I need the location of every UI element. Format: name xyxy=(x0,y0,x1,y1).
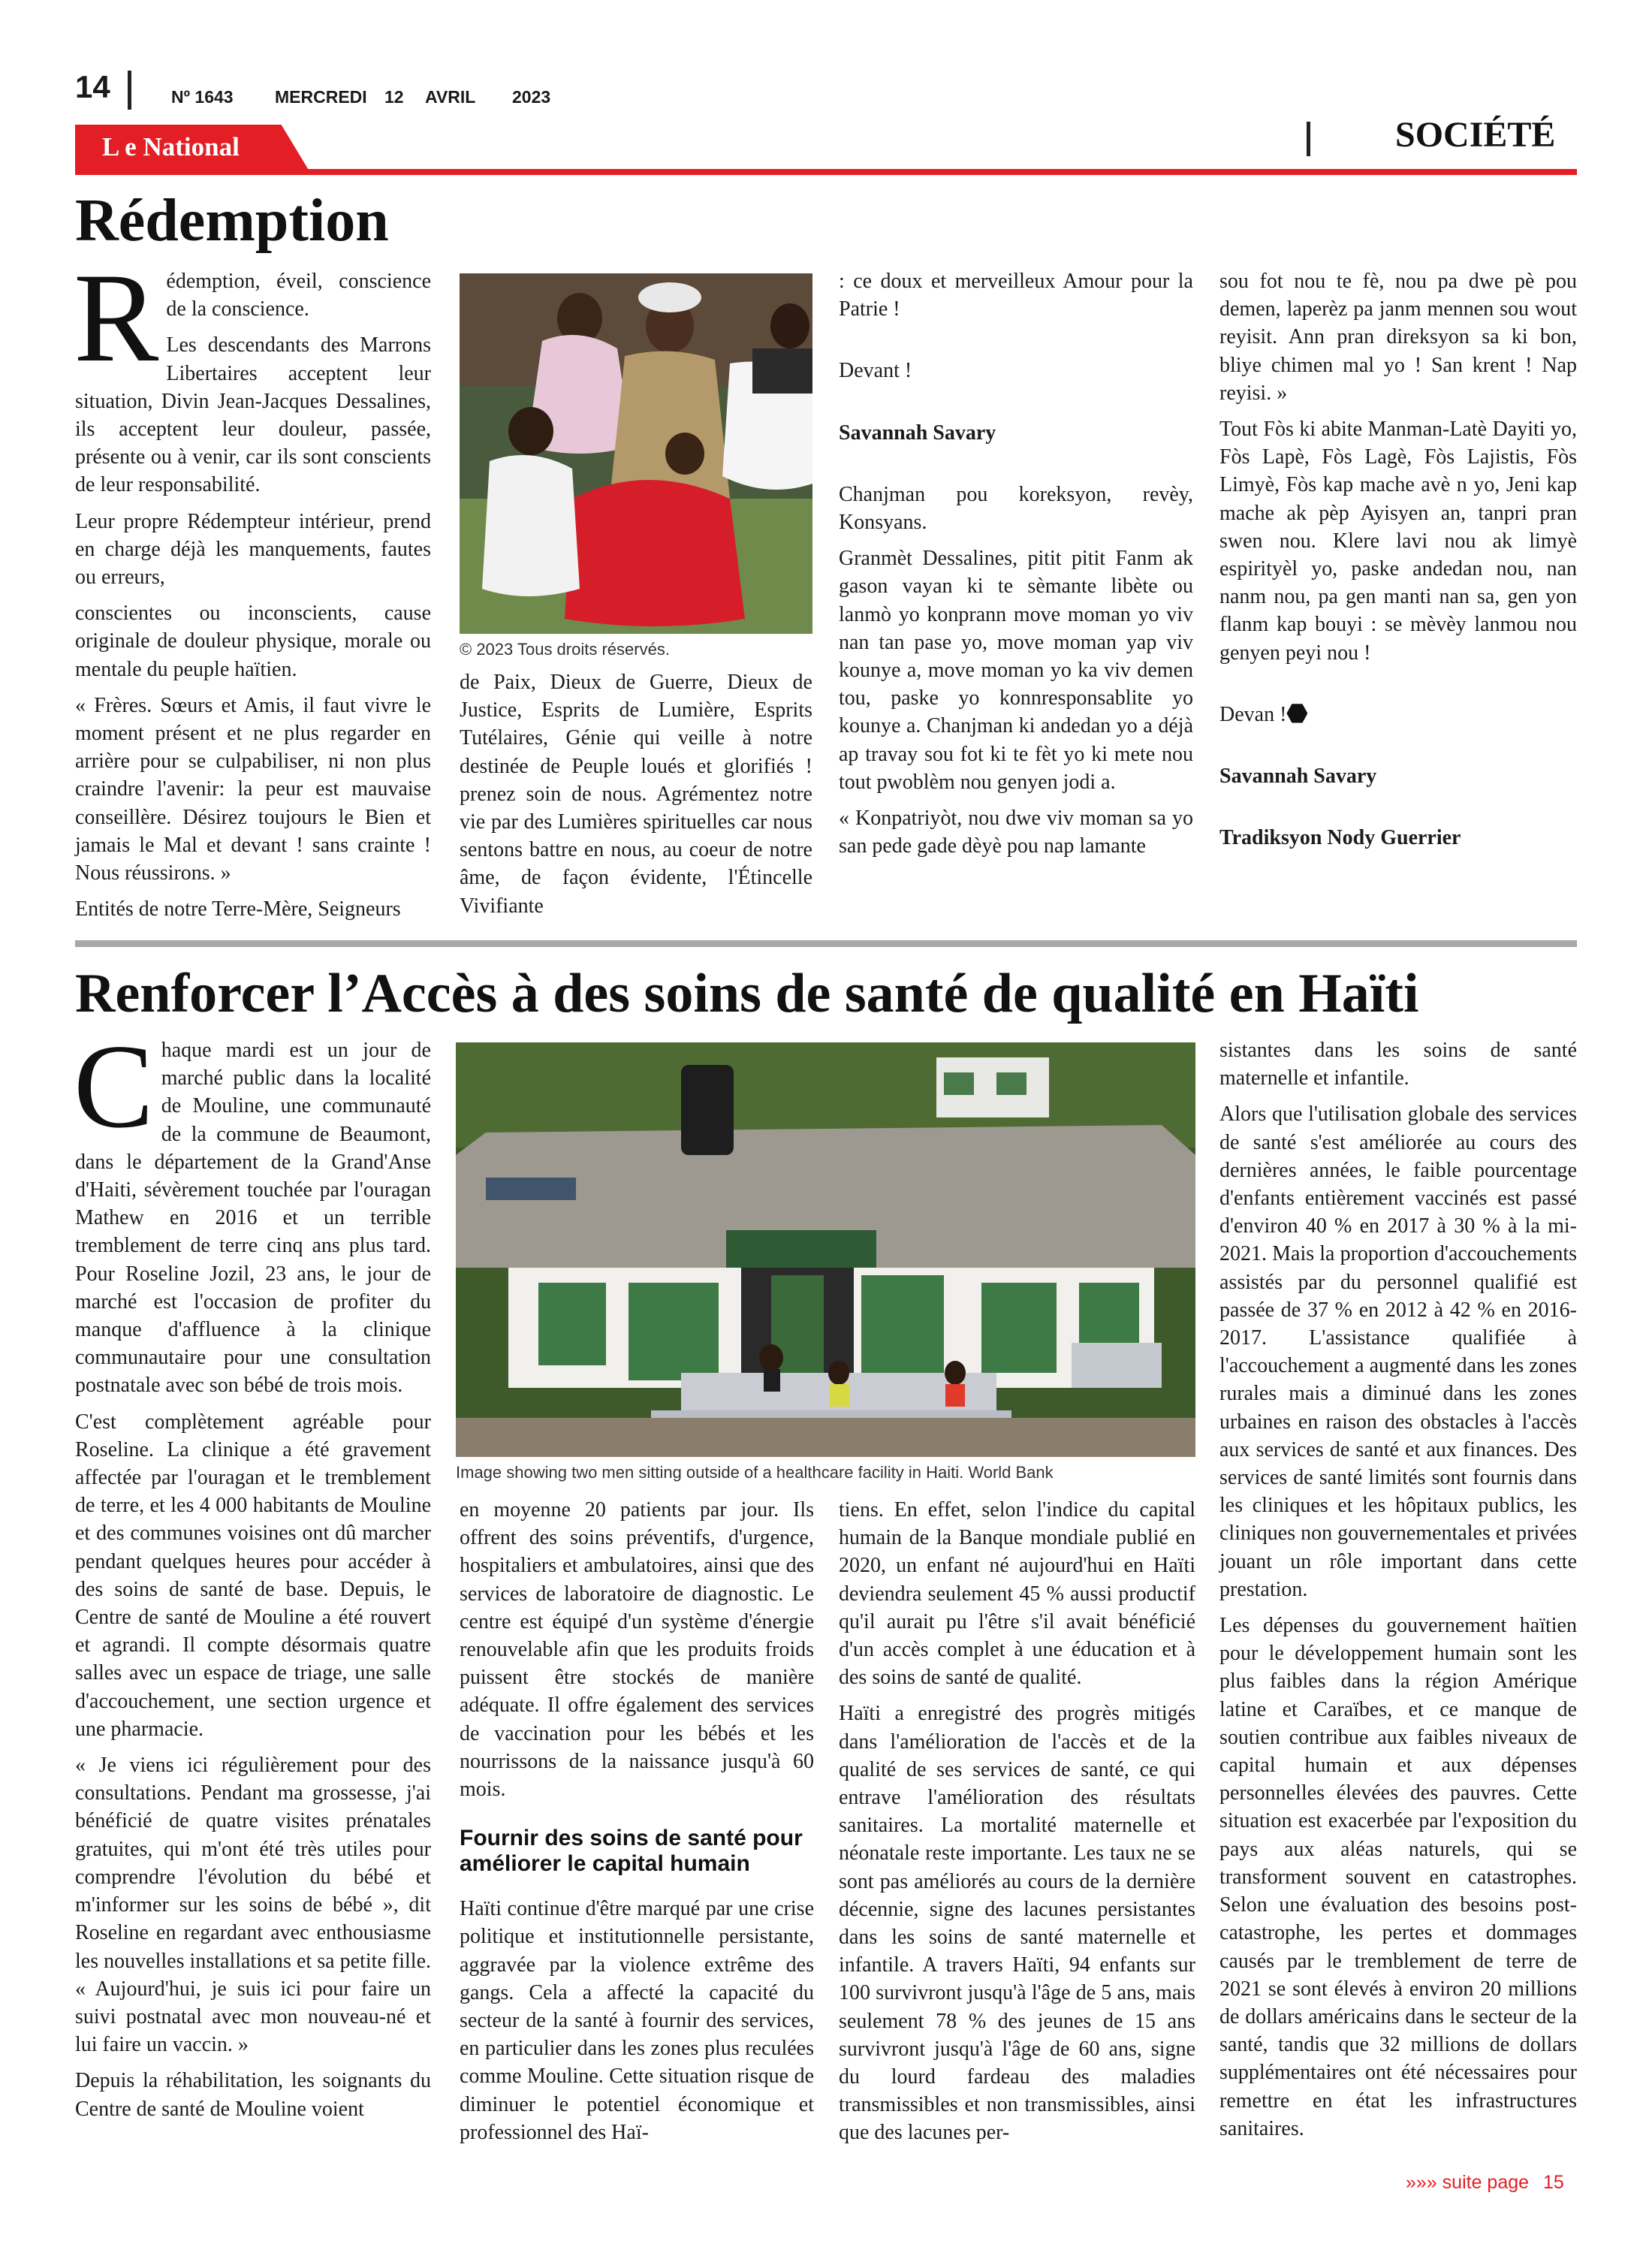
drop-cap: R xyxy=(74,247,159,388)
paragraph: C'est complètement agréable pour Roseline. La clinique a été gravement affectée par l'ouragan et le tremblement de terre, et les 4 000 habitants de Mouline et des communes voisines ont dû marcher pendant quelques heures pour accéder à des soins de santé de base. Depuis, le Centre de santé de Mouline a été rouvert et agrandi. Il compte désormais quatre salles avec un espace de triage, une salle d'accouchement, une section urgence et une pharmacie. xyxy=(75,1410,431,1741)
signature: Savannah Savary xyxy=(839,421,996,445)
article1-column-3 xyxy=(839,267,1193,868)
paragraph: Depuis la réhabilitation, les soignants du Centre de santé de Mouline voient xyxy=(75,2069,431,2121)
paragraph: Alors que l'utilisation globale des services de santé s'est améliorée au cours des dernières années, le faible pourcentage d'enfants entièrement vaccinés est passé d'environ 40 % en 2017 à 30 % à la mi-2021. Mais la proportion d'accouchements assistés par du personnel qualifié est passée de 37 % en 2012 à 42 % en 2016-2017. L'assistance qualifiée à l'accouchement a augmenté dans les zones rurales mais a diminué dans les zones urbaines en raison des obstacles à l'accès aux services de santé et aux finances. Des services de santé limités sont fournis dans les cliniques et les hôpitaux publics, les cliniques non gouvernementales et privées jouant un rôle important dans cette prestation. xyxy=(1219,1102,1577,1601)
issue-year: 2023 xyxy=(512,87,551,107)
paragraph: Leur propre Rédempteur intérieur, prend en charge déjà les manquements, fautes ou erreurs, xyxy=(75,509,431,590)
paragraph: Haïti continue d'être marqué par une crise politique et institutionnelle persistante, aggravée par la violence extrême des gangs. Cela a affecté la capacité du secteur de la santé à fournir des services, en particulier dans les zones plus reculées comme Mouline. Cette situation risque de diminuer le potentiel économique et professionnel des Haï- xyxy=(460,1897,814,2144)
continued-label: suite page xyxy=(1442,2172,1530,2193)
article-separator xyxy=(75,940,1577,947)
continued-page-number: 15 xyxy=(1543,2172,1564,2193)
paragraph: « Konpatriyòt, nou dwe viv moman sa yo san pede gade dèyè pou nap lamante xyxy=(839,807,1193,858)
continued-on-page xyxy=(1406,2172,1564,2194)
article1-column-2 xyxy=(460,668,812,928)
photo-caption: © 2023 Tous droits réservés. xyxy=(460,640,670,659)
article1-column-1 xyxy=(74,247,431,931)
paragraph: « Frères. Sœurs et Amis, il faut vivre le moment présent et ne plus regarder en arrière pour se culpabiliser, ni non plus craindre l'avenir: la peur est mauvaise conseillère. Désirez toujours le Bien et jamais le Mal et devant ! sans crainte ! Nous réussirons. » xyxy=(75,693,431,885)
section-label: SOCIÉTÉ xyxy=(1395,115,1556,155)
article-title: Rédemption xyxy=(75,188,389,254)
page-number-divider xyxy=(128,71,131,110)
paragraph: Tout Fòs ki abite Manman-Latè Dayiti yo, Fòs Lapè, Fòs Lagè, Fòs Lajistis, Fòs Limyè, Fòs kap mache avè n yo, Jeni kap mache ak pèp Ayisyen an, tanpri pran swen nou. Klere lavi nou ak limyè espirityèl yo, paske andedan nou, nan nanm nou, pa gen manti nan sa, gen yon flanm kap bouyi : se mèvèy lanmou nou genyen peyi nou ! xyxy=(1219,418,1577,665)
article-title: Renforcer l’Accès à des soins de santé de qualité en Haïti xyxy=(75,963,1419,1024)
paragraph: tiens. En effet, selon l'indice du capital humain de la Banque mondiale publié en 2020, un enfant né aujourd'hui en Haïti deviendra seulement 45 % aussi productif qu'il aurait pu l'être s'il avait bénéficié d'un accès complet à une éducation et à des soins de santé de qualité. xyxy=(839,1498,1195,1690)
article2-column-1 xyxy=(74,1019,431,2131)
photo-caption: Image showing two men sitting outside of a healthcare facility in Haiti. World Bank xyxy=(456,1463,1054,1482)
paragraph: conscientes ou inconscients, cause originale de douleur physique, morale ou mentale du peuple haïtien. xyxy=(75,602,431,681)
drop-cap: C xyxy=(74,1019,154,1153)
header-rule xyxy=(75,169,1577,175)
paragraph: Les dépenses du gouvernement haïtien pour le développement humain sont les plus faibles dans la région Amérique latine et Caraïbes, et ce manque de soutien contribue aux faibles niveaux de capital humain et aux dépenses personnelles élevées des pauvres. Cette situation est exacerbée par l'exposition du pays aux aléas naturels, qui se transforment souvent en catastrophes. Selon une évaluation des besoins post-catastrophe, les pertes et dommages causés par le tremblement de terre de 2021 se sont élevés à environ 20 millions de dollars américains dans le secteur de la santé, tandis que 32 millions de dollars supplémentaires ont été nécessaires pour remettre en état les infrastructures sanitaires. xyxy=(1219,1614,1577,2140)
paragraph: édemption, éveil, conscience de la conscience. xyxy=(166,270,431,321)
brand-logo: L e National xyxy=(102,132,240,161)
section-divider xyxy=(1307,122,1310,156)
issue-day: MERCREDI xyxy=(275,87,367,107)
paragraph: Granmèt Dessalines, pitit pitit Fanm ak gason vayan ki te sèmante libète ou lanmò yo konprann move moman yo viv nan tan pase yo, move moman yap viv kounye a, move moman yo ka viv demen tou, paske yo konnresponsablite yo kounye a. Chanjman ki andedan yo a déjà ap travay sou fot ki te fèt yo ki mete nou tout pwoblèm nou genyen jodi a. xyxy=(839,547,1193,794)
paragraph: Haïti a enregistré des progrès mitigés dans l'amélioration de l'accès et de la qualité de ses services de santé, ce qui entrave l'amélioration des résultats sanitaires. La mortalité maternelle et néonatale reste importante. Les taux ne se sont pas améliorés au cours de la dernière décennie, signe des lacunes persistantes dans les soins de santé maternelle et infantile. A travers Haïti, 94 enfants sur 100 survivront jusqu'à l'âge de 5 ans, mais seulement 78 % des jeunes de 15 ans survivront jusqu'à l'âge de 60 ans, signe du lourd fardeau des maladies transmissibles et non transmissibles, ainsi que des lacunes per- xyxy=(839,1702,1195,2145)
paragraph: sou fot nou te fè, nou pa dwe pè pou demen, laperèz pa janm mennen sou wout reyisit. Ann pran direksyon sa ki bon, bliye chimen mal yo ! San krent ! Nap reyisi. » xyxy=(1219,270,1577,405)
paragraph: « Je viens ici régulièrement pour des consultations. Pendant ma grossesse, j'ai bénéficié de quatre visites prénatales gratuites, qui m'ont été très utiles pour comprendre l'évolution du bébé et m'informer sur les soins de bébé », dit Roseline en regardant avec enthousiasme les nouvelles installations et sa petite fille. « Aujourd'hui, je suis ici pour faire un suivi postnatal avec mon nouveau-né et lui faire un vaccin. » xyxy=(75,1754,431,2057)
closing-word: Devan ! xyxy=(1219,702,1287,726)
translation-credit: Tradiksyon Nody Guerrier xyxy=(1219,826,1461,850)
page-number: 14 xyxy=(75,69,110,104)
ceremony-photo xyxy=(460,273,812,634)
signature: Savannah Savary xyxy=(1219,765,1377,789)
issue-month: AVRIL xyxy=(425,87,476,107)
paragraph: Les descendants des Marrons Libertaires acceptent leur situation, Divin Jean-Jacques Dessalines, ils acceptent leur douleur, passée, présente ou à venir, car ils sont conscients de leur responsabilité. xyxy=(75,333,431,497)
continued-arrows-icon: »»» xyxy=(1406,2172,1437,2193)
article2-column-2 xyxy=(460,1496,814,2155)
article2-column-4 xyxy=(1219,1036,1577,2151)
issue-number: Nº 1643 xyxy=(171,87,234,107)
article2-column-3 xyxy=(839,1496,1195,2155)
section-subheading: Fournir des soins de santé pour améliorer le capital humain xyxy=(460,1826,803,1877)
paragraph xyxy=(1219,701,1577,728)
paragraph: sistantes dans les soins de santé maternelle et infantile. xyxy=(1219,1039,1577,1090)
paragraph: de Paix, Dieux de Guerre, Dieux de Justice, Esprits de Lumière, Esprits Tutélaires, Génie qui veille à notre destinée de Peuple loués et glorifiés ! prenez soin de nous. Agrémentez notre vie par des Lumières spirituelles car nous sentons battre en nous, au coeur de notre âme, de façon évidente, l'Étincelle Vivifiante xyxy=(460,671,812,918)
paragraph: Devant ! xyxy=(839,359,912,383)
clinic-photo xyxy=(456,1042,1195,1457)
paragraph: haque mardi est un jour de marché public dans la localité de Mouline, une communauté de la commune de Beaumont, dans le département de la Grand'Anse d'Haiti, sévèrement touchée par l'ouragan Mathew en 2016 et un terrible tremblement de terre cinq ans plus tard. Pour Roseline Jozil, 23 ans, le jour de marché est l'occasion de profiter du manque d'affluence à la clinique communautaire pour une consultation postnatale avec son bébé de trois mois. xyxy=(75,1039,431,1398)
hexagon-end-mark-icon xyxy=(1286,703,1307,724)
issue-date: 12 xyxy=(384,87,404,107)
paragraph: Entités de notre Terre-Mère, Seigneurs xyxy=(75,897,401,921)
paragraph: Chanjman pou koreksyon, revèy, Konsyans. xyxy=(839,482,1193,535)
article1-column-4 xyxy=(1219,267,1577,860)
paragraph: : ce doux et merveilleux Amour pour la Patrie ! xyxy=(839,270,1193,321)
paragraph: en moyenne 20 patients par jour. Ils offrent des soins préventifs, d'urgence, hospitaliers et ambulatoires, ainsi que des services de laboratoire de diagnostic. Le centre est équipé d'un système d'énergie renouvelable afin que les produits froids puissent être stockés de manière adéquate. Il offre également des services de vaccination pour les bébés et les nourrissons de la naissance jusqu'à 60 mois. xyxy=(460,1498,814,1802)
